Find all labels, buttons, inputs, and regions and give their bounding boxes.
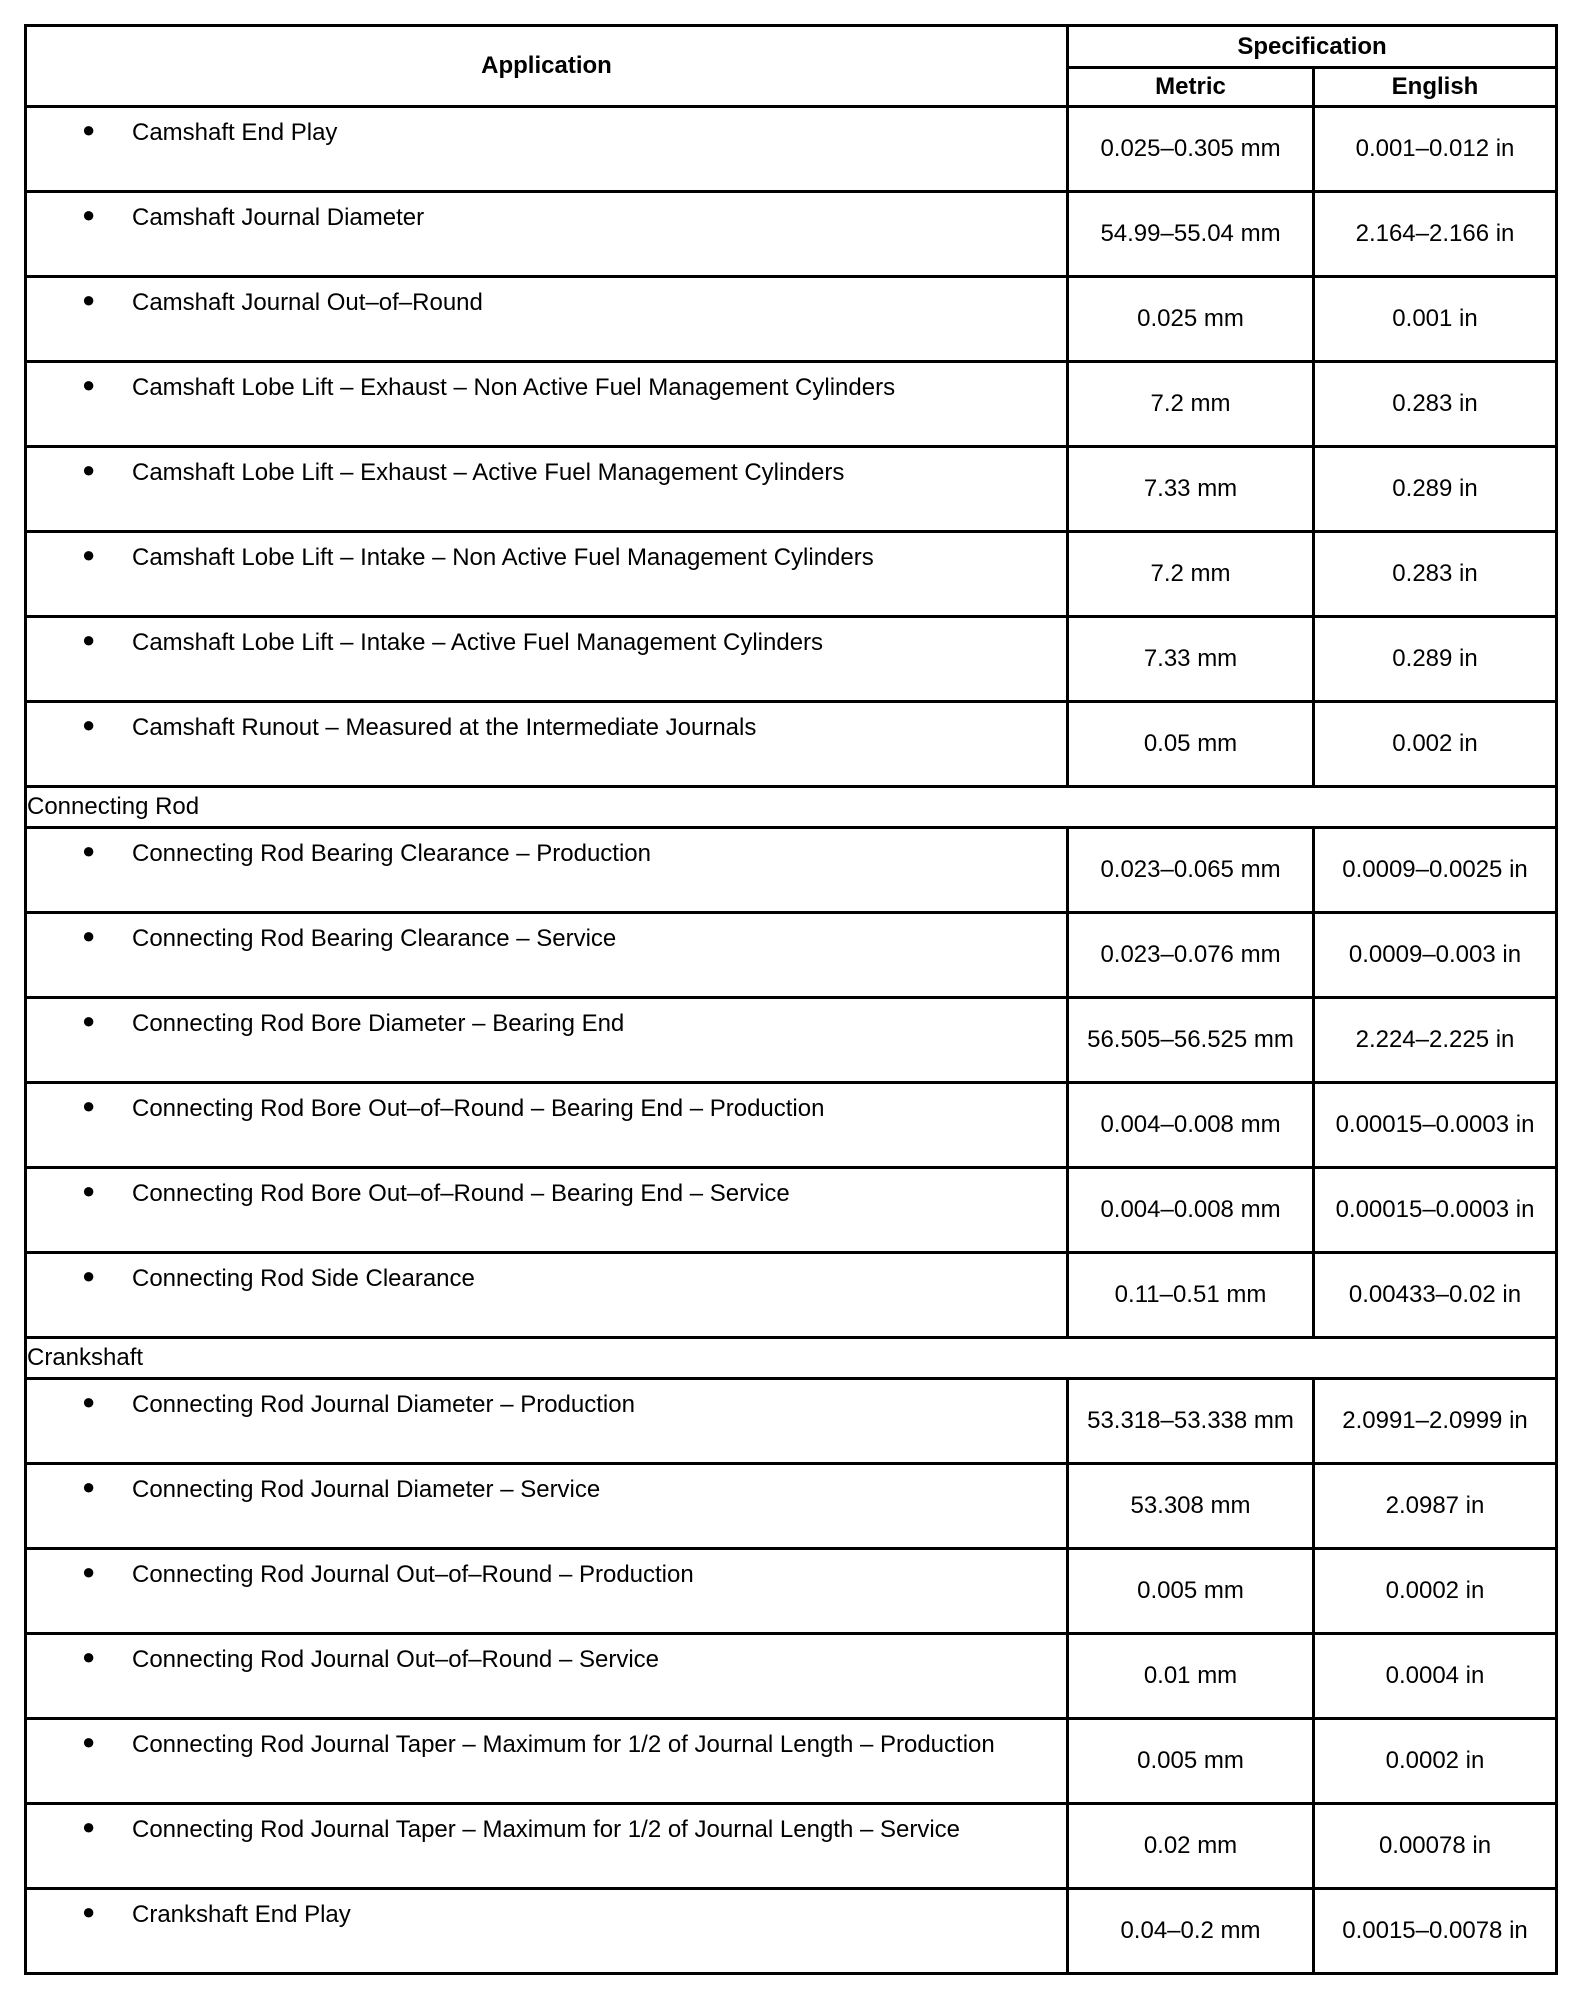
metric-value: 0.01 mm xyxy=(1068,1634,1314,1719)
english-value: 2.0991–2.0999 in xyxy=(1314,1379,1557,1464)
english-value: 0.283 in xyxy=(1314,362,1557,447)
application-text: Connecting Rod Bearing Clearance – Production xyxy=(132,840,651,867)
english-value: 2.0987 in xyxy=(1314,1464,1557,1549)
application-text: Connecting Rod Journal Taper – Maximum for 1/2 of Journal Length – Service xyxy=(132,1816,961,1843)
bullet-icon: ● xyxy=(82,838,96,863)
bullet-icon: ● xyxy=(82,1899,96,1924)
application-cell xyxy=(26,447,1068,532)
application-text: Connecting Rod Journal Diameter – Production xyxy=(132,1391,635,1418)
metric-value: 0.05 mm xyxy=(1068,702,1314,787)
metric-value: 0.023–0.076 mm xyxy=(1068,913,1314,998)
bullet-icon: ● xyxy=(82,1474,96,1499)
application-cell xyxy=(26,1634,1068,1719)
table-row xyxy=(26,192,1557,277)
application-cell xyxy=(26,107,1068,192)
table-row xyxy=(26,1804,1557,1889)
application-text: Camshaft Lobe Lift – Exhaust – Active Fuel Management Cylinders xyxy=(132,459,845,486)
metric-value: 0.11–0.51 mm xyxy=(1068,1253,1314,1338)
bullet-icon: ● xyxy=(82,1644,96,1669)
application-text: Camshaft End Play xyxy=(132,119,338,146)
header-row-top xyxy=(26,26,1557,68)
table-row xyxy=(26,1549,1557,1634)
application-cell xyxy=(26,277,1068,362)
application-cell xyxy=(26,1464,1068,1549)
bullet-icon: ● xyxy=(82,1008,96,1033)
application-text: Connecting Rod Journal Out–of–Round – Service xyxy=(132,1646,659,1673)
table-row xyxy=(26,1719,1557,1804)
metric-value: 56.505–56.525 mm xyxy=(1068,998,1314,1083)
metric-value: 7.33 mm xyxy=(1068,617,1314,702)
table-row xyxy=(26,1083,1557,1168)
application-cell xyxy=(26,1168,1068,1253)
bullet-icon: ● xyxy=(82,1814,96,1839)
table-row xyxy=(26,1464,1557,1549)
application-text: Connecting Rod Journal Out–of–Round – Production xyxy=(132,1561,694,1588)
section-row xyxy=(26,787,1557,828)
english-value: 0.001 in xyxy=(1314,277,1557,362)
bullet-icon: ● xyxy=(82,1559,96,1584)
application-header: Application xyxy=(26,26,1068,107)
metric-value: 7.33 mm xyxy=(1068,447,1314,532)
application-text: Camshaft Journal Out–of–Round xyxy=(132,289,483,316)
application-cell xyxy=(26,828,1068,913)
table-row xyxy=(26,447,1557,532)
application-cell xyxy=(26,998,1068,1083)
bullet-icon: ● xyxy=(82,1729,96,1754)
table-row xyxy=(26,913,1557,998)
english-value: 0.0009–0.003 in xyxy=(1314,913,1557,998)
application-text: Camshaft Runout – Measured at the Intermediate Journals xyxy=(132,714,757,741)
english-value: 0.0015–0.0078 in xyxy=(1314,1889,1557,1974)
english-value: 0.00433–0.02 in xyxy=(1314,1253,1557,1338)
specification-table xyxy=(24,24,1558,1975)
table-body xyxy=(26,107,1557,1974)
table-row xyxy=(26,1168,1557,1253)
bullet-icon: ● xyxy=(82,627,96,652)
specification-header: Specification xyxy=(1068,26,1557,68)
bullet-icon: ● xyxy=(82,117,96,142)
bullet-icon: ● xyxy=(82,1093,96,1118)
table-row xyxy=(26,998,1557,1083)
application-cell xyxy=(26,1889,1068,1974)
application-cell xyxy=(26,362,1068,447)
application-text: Connecting Rod Bore Out–of–Round – Bearing End – Production xyxy=(132,1095,825,1122)
table-row xyxy=(26,107,1557,192)
english-value: 0.289 in xyxy=(1314,447,1557,532)
application-cell xyxy=(26,1253,1068,1338)
application-cell xyxy=(26,1083,1068,1168)
metric-value: 0.005 mm xyxy=(1068,1719,1314,1804)
table-row xyxy=(26,617,1557,702)
table-row xyxy=(26,702,1557,787)
application-text: Camshaft Lobe Lift – Intake – Non Active Fuel Management Cylinders xyxy=(132,544,874,571)
english-value: 0.002 in xyxy=(1314,702,1557,787)
table-row xyxy=(26,1379,1557,1464)
metric-value: 7.2 mm xyxy=(1068,362,1314,447)
application-text: Camshaft Journal Diameter xyxy=(132,204,425,231)
table-row xyxy=(26,1634,1557,1719)
application-cell xyxy=(26,702,1068,787)
english-value: 0.00015–0.0003 in xyxy=(1314,1083,1557,1168)
application-text: Connecting Rod Journal Diameter – Service xyxy=(132,1476,601,1503)
english-value: 2.164–2.166 in xyxy=(1314,192,1557,277)
english-header: English xyxy=(1314,68,1557,107)
metric-value: 0.004–0.008 mm xyxy=(1068,1083,1314,1168)
metric-value: 0.004–0.008 mm xyxy=(1068,1168,1314,1253)
bullet-icon: ● xyxy=(82,1389,96,1414)
application-text: Connecting Rod Bore Out–of–Round – Bearing End – Service xyxy=(132,1180,790,1207)
english-value: 0.0009–0.0025 in xyxy=(1314,828,1557,913)
metric-value: 54.99–55.04 mm xyxy=(1068,192,1314,277)
table-header xyxy=(26,26,1557,107)
application-cell xyxy=(26,532,1068,617)
table-row xyxy=(26,362,1557,447)
metric-header: Metric xyxy=(1068,68,1314,107)
english-value: 0.283 in xyxy=(1314,532,1557,617)
metric-value: 0.025–0.305 mm xyxy=(1068,107,1314,192)
table-row xyxy=(26,1253,1557,1338)
application-text: Connecting Rod Bearing Clearance – Service xyxy=(132,925,617,952)
bullet-icon: ● xyxy=(82,1178,96,1203)
metric-value: 0.005 mm xyxy=(1068,1549,1314,1634)
application-cell xyxy=(26,1549,1068,1634)
section-title: Connecting Rod xyxy=(26,787,1557,828)
bullet-icon: ● xyxy=(82,202,96,227)
bullet-icon: ● xyxy=(82,542,96,567)
application-cell xyxy=(26,1804,1068,1889)
application-cell xyxy=(26,1379,1068,1464)
metric-value: 0.025 mm xyxy=(1068,277,1314,362)
metric-value: 53.308 mm xyxy=(1068,1464,1314,1549)
section-row xyxy=(26,1338,1557,1379)
table-row xyxy=(26,277,1557,362)
english-value: 0.0002 in xyxy=(1314,1719,1557,1804)
english-value: 0.001–0.012 in xyxy=(1314,107,1557,192)
bullet-icon: ● xyxy=(82,712,96,737)
application-text: Crankshaft End Play xyxy=(132,1901,351,1928)
bullet-icon: ● xyxy=(82,372,96,397)
bullet-icon: ● xyxy=(82,287,96,312)
metric-value: 0.023–0.065 mm xyxy=(1068,828,1314,913)
english-value: 0.00015–0.0003 in xyxy=(1314,1168,1557,1253)
application-text: Connecting Rod Journal Taper – Maximum for 1/2 of Journal Length – Production xyxy=(132,1731,995,1758)
bullet-icon: ● xyxy=(82,1263,96,1288)
application-cell xyxy=(26,1719,1068,1804)
table-row xyxy=(26,828,1557,913)
metric-value: 0.02 mm xyxy=(1068,1804,1314,1889)
application-cell xyxy=(26,617,1068,702)
english-value: 0.289 in xyxy=(1314,617,1557,702)
table-row xyxy=(26,1889,1557,1974)
application-text: Camshaft Lobe Lift – Exhaust – Non Active Fuel Management Cylinders xyxy=(132,374,896,401)
english-value: 2.224–2.225 in xyxy=(1314,998,1557,1083)
english-value: 0.0004 in xyxy=(1314,1634,1557,1719)
english-value: 0.00078 in xyxy=(1314,1804,1557,1889)
application-cell xyxy=(26,192,1068,277)
bullet-icon: ● xyxy=(82,923,96,948)
application-cell xyxy=(26,913,1068,998)
application-text: Camshaft Lobe Lift – Intake – Active Fuel Management Cylinders xyxy=(132,629,824,656)
application-text: Connecting Rod Bore Diameter – Bearing End xyxy=(132,1010,625,1037)
table-row xyxy=(26,532,1557,617)
section-title: Crankshaft xyxy=(26,1338,1557,1379)
application-text: Connecting Rod Side Clearance xyxy=(132,1265,475,1292)
metric-value: 7.2 mm xyxy=(1068,532,1314,617)
metric-value: 53.318–53.338 mm xyxy=(1068,1379,1314,1464)
metric-value: 0.04–0.2 mm xyxy=(1068,1889,1314,1974)
english-value: 0.0002 in xyxy=(1314,1549,1557,1634)
bullet-icon: ● xyxy=(82,457,96,482)
